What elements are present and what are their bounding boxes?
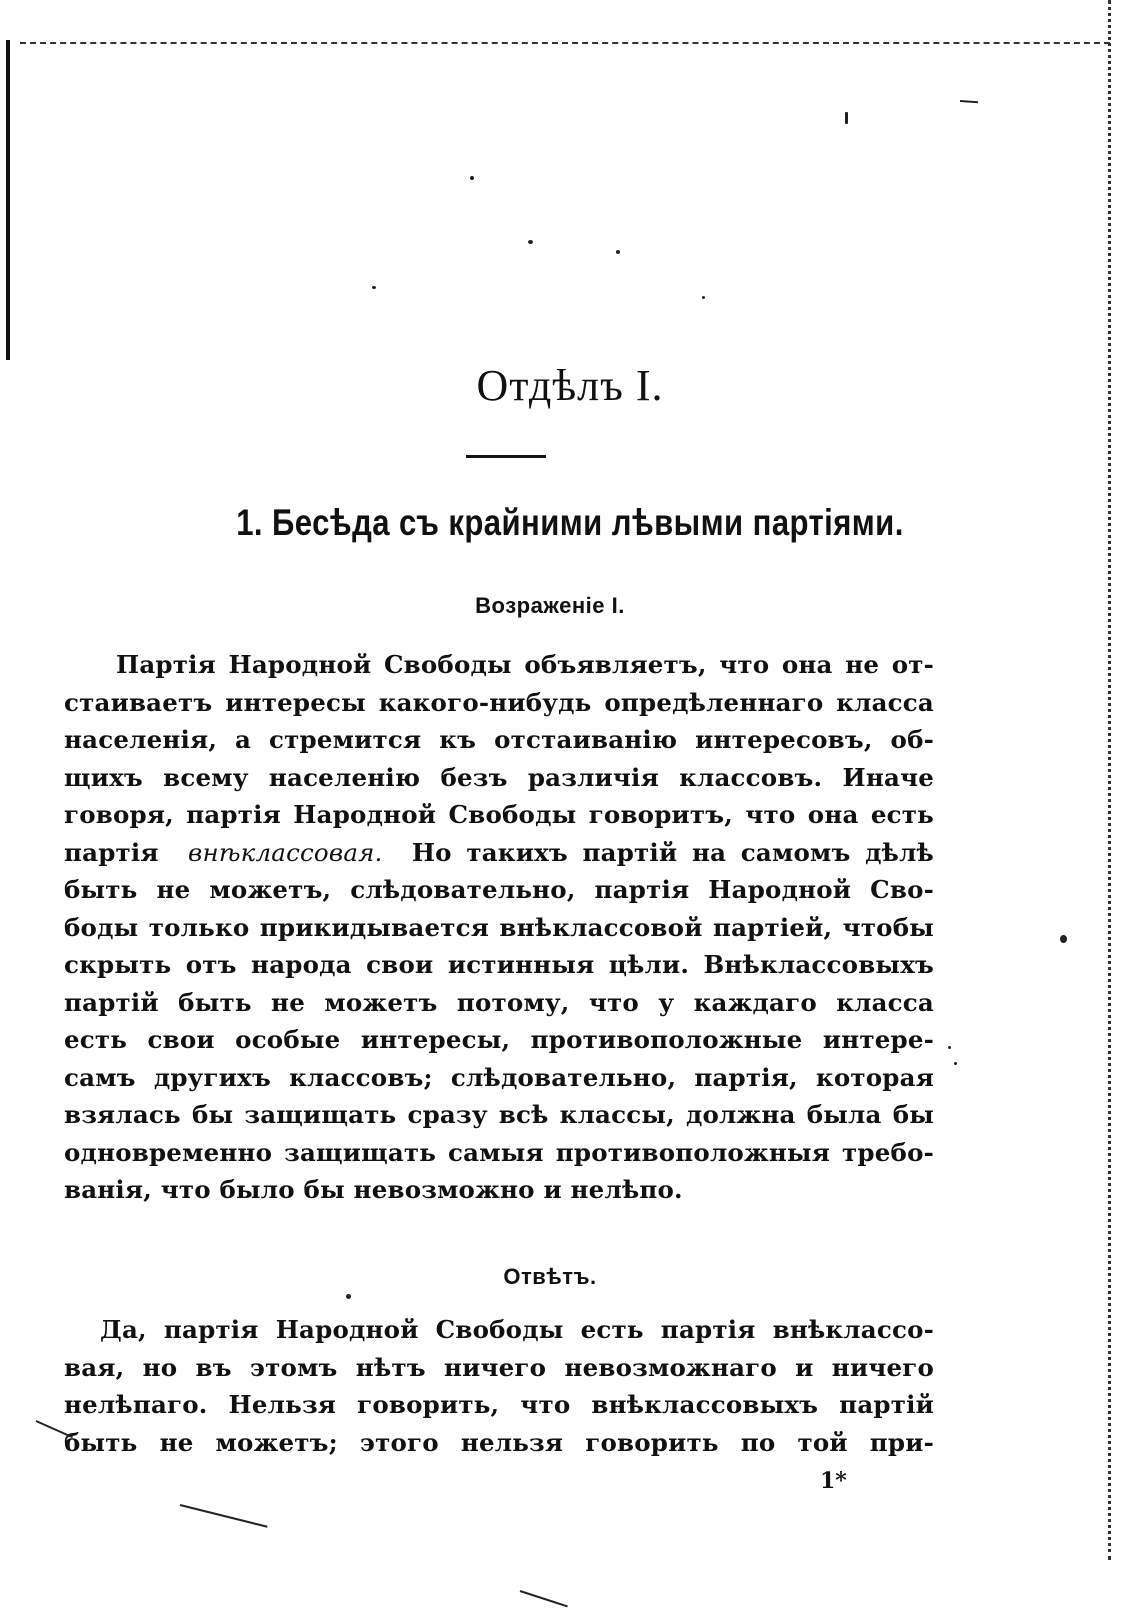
page-number: 1* [820,1468,847,1494]
text-line: говоря, партія Народной Свободы говоритъ, что она есть [64,800,934,829]
title-rule [466,455,546,458]
text-line: щихъ всему населенію безъ различія классовъ. Иначе [64,762,934,792]
italic-term: внѣклассовая. [188,837,383,867]
text-line: Партія Народной Свободы объявляетъ, что она не от- [116,650,934,679]
answer-heading: Отвѣтъ. [503,1264,597,1289]
text-line: населенія, а стремится къ отстаиванію интересовъ, об- [64,725,934,754]
text-line: быть не можетъ; этого нельзя говорить по той при- [64,1427,934,1457]
scan-stroke [520,1590,568,1607]
scan-speck [1060,935,1067,943]
scan-speck [372,286,376,289]
chapter-heading: 1. Бесѣда съ крайними лѣвыми партіями. [236,502,904,543]
text-line: боды только прикидывается внѣклассовой партіей, чтобы [64,912,934,942]
text-line: вая, но въ этомъ нѣтъ ничего невозможнаго и ничего [64,1352,934,1382]
scan-speck [948,1046,951,1049]
text-line: партій быть не можетъ потому, что у каждаго класса [64,987,934,1017]
objection-paragraph [64,646,934,1209]
scan-speck [528,240,533,244]
text-fragment: Но такихъ партій на самомъ дѣлѣ [411,837,934,867]
scan-stroke [180,1504,268,1528]
text-line: самъ другихъ классовъ; слѣдовательно, партія, которая [64,1062,934,1092]
text-line-with-italic [64,834,934,872]
text-line: быть не можетъ, слѣдовательно, партія Народной Сво- [64,875,934,904]
text-line: скрыть отъ народа свои истинныя цѣли. Внѣклассовыхъ [64,950,934,979]
scan-speck [346,1294,351,1299]
text-line: взялась бы защищать сразу всѣ классы, должна была бы [64,1100,934,1129]
answer-paragraph [64,1311,934,1461]
scan-speck [845,112,848,124]
text-fragment: партія [64,837,159,867]
scan-speck [702,296,705,299]
scan-speck [616,250,620,254]
objection-heading: Возраженіе I. [475,593,625,618]
scan-edge-left [6,40,10,360]
text-line: есть свои особые интересы, противоположные интере- [64,1025,934,1054]
scan-edge-right [1108,0,1114,1560]
scan-edge-top [20,42,1110,44]
text-line: стаиваетъ интересы какого-нибудь опредѣленнаго класса [64,687,934,717]
section-title: Отдѣлъ I. [476,361,664,410]
text-line: Да, партія Народной Свободы есть партія внѣклассо- [100,1315,934,1344]
text-line: ванія, что было бы невозможно и нелѣпо. [64,1175,683,1204]
text-line: одновременно защищать самыя противоположныя требо- [64,1137,934,1167]
text-line: нелѣпаго. Нельзя говорить, что внѣклассовыхъ партій [64,1390,934,1419]
scan-stroke [960,100,978,103]
scan-speck [470,176,474,180]
scan-speck [954,1062,957,1065]
